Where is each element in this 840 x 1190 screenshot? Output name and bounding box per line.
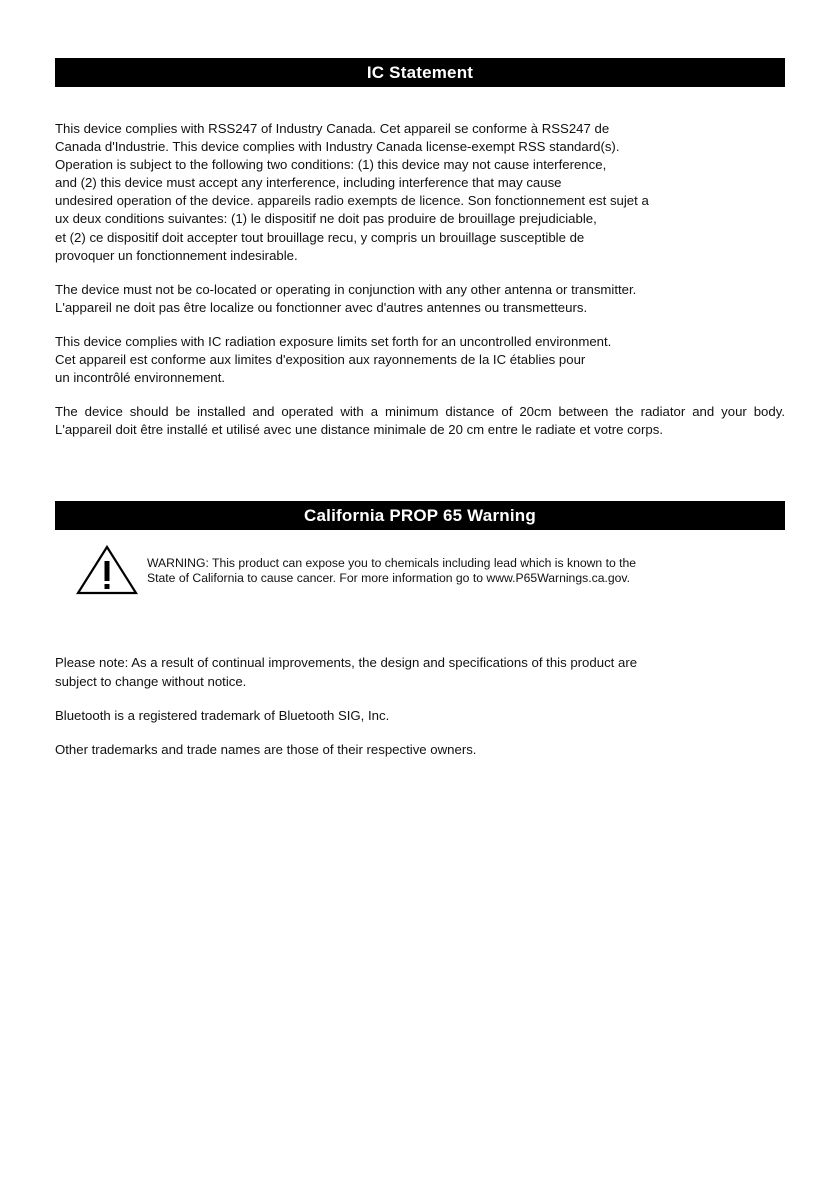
- prop65-title: California PROP 65 Warning: [55, 501, 785, 530]
- radiation-exposure-paragraph: [55, 333, 785, 387]
- text-line: et (2) ce dispositif doit accepter tout brouillage recu, y compris un brouillage susceptible de: [55, 229, 585, 245]
- ic-statement-section: [55, 58, 785, 439]
- text-line: Cet appareil est conforme aux limites d'exposition aux rayonnements de la IC établies pour: [55, 352, 586, 368]
- warning-triangle-icon: [75, 544, 139, 596]
- prop65-warning-text: [147, 556, 636, 585]
- prop65-warning: [75, 544, 785, 596]
- text-line: This device complies with IC radiation exposure limits set forth for an uncontrolled environment.: [55, 333, 612, 349]
- text-line: un incontrôlé environnement.: [55, 370, 226, 386]
- text-line: ux deux conditions suivantes: (1) le dispositif ne doit pas produire de brouillage prejudiciable,: [55, 211, 597, 227]
- minimum-distance-paragraph: The device should be installed and operated with a minimum distance of 20cm between the radiator and your body. L'appareil doit être installé et utilisé avec une distance minimale de 20 cm entre le radiate et votre corps.: [55, 404, 785, 438]
- text-line: provoquer un fonctionnement indesirable.: [55, 247, 298, 263]
- text-line: Canada d'Industrie. This device complies with Industry Canada license-exempt RSS standard(s).: [55, 139, 620, 155]
- ic-compliance-paragraph: [55, 120, 785, 265]
- text-line: The device must not be co-located or operating in conjunction with any other antenna or transmitter.: [55, 281, 637, 297]
- document-page: [55, 58, 785, 775]
- text-line: L'appareil ne doit pas être localize ou fonctionner avec d'autres antennes ou transmetteurs.: [55, 299, 588, 315]
- prop65-section: [55, 501, 785, 596]
- text-line: State of California to cause cancer. For more information go to www.P65Warnings.ca.gov.: [147, 570, 630, 585]
- text-line: and (2) this device must accept any interference, including interference that may cause: [55, 175, 562, 191]
- text-line: subject to change without notice.: [55, 673, 247, 689]
- other-trademarks-note: Other trademarks and trade names are those of their respective owners.: [55, 741, 477, 757]
- ic-statement-title: IC Statement: [55, 58, 785, 87]
- text-line: This device complies with RSS247 of Industry Canada. Cet appareil se conforme à RSS247 de: [55, 121, 610, 136]
- notes-section: [55, 654, 785, 758]
- text-line: WARNING: This product can expose you to chemicals including lead which is known to the: [147, 556, 637, 571]
- text-line: undesired operation of the device. appareils radio exempts de licence. Son fonctionnement est sujet a: [55, 193, 649, 209]
- co-location-paragraph: [55, 281, 785, 317]
- continual-improvements-note: [55, 654, 785, 690]
- text-line: Operation is subject to the following two conditions: (1) this device may not cause interference,: [55, 157, 607, 173]
- bluetooth-trademark-note: Bluetooth is a registered trademark of Bluetooth SIG, Inc.: [55, 707, 390, 723]
- text-line: Please note: As a result of continual improvements, the design and specifications of this product are: [55, 655, 638, 671]
